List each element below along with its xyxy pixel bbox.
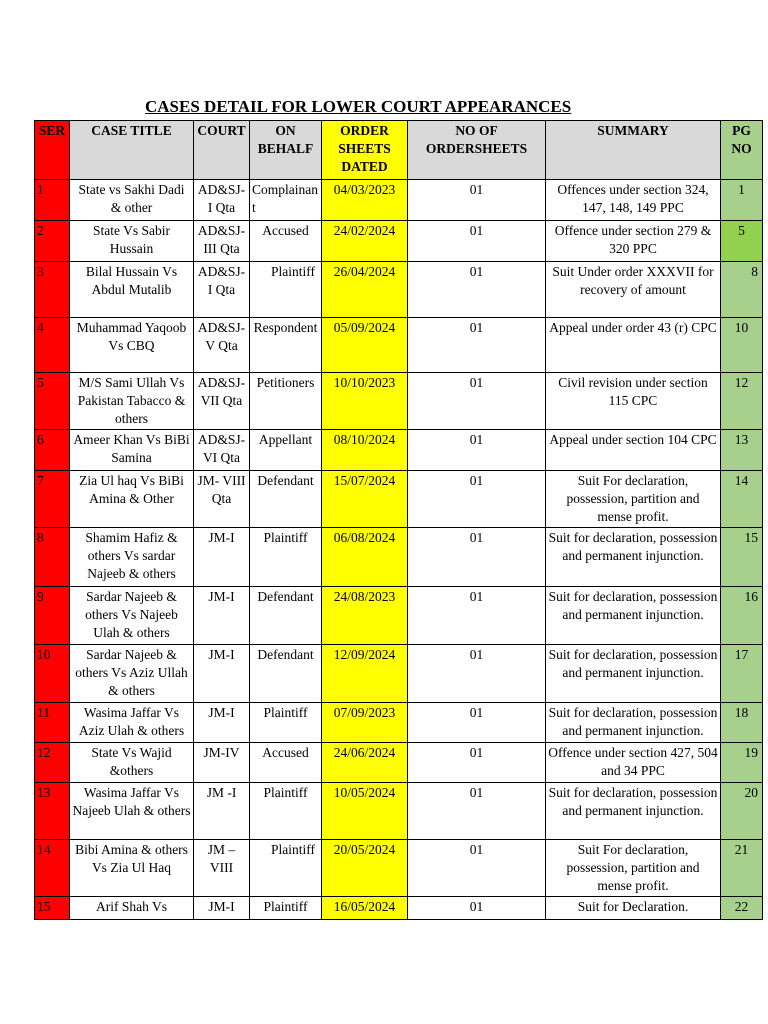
cell-page: 19 bbox=[721, 743, 763, 783]
cell-ser: 9 bbox=[35, 587, 70, 645]
cell-date: 16/05/2024 bbox=[322, 897, 408, 920]
cell-summary: Suit for declaration, possession and permanent injunction. bbox=[546, 645, 721, 703]
cell-on-behalf: Accused bbox=[250, 221, 322, 262]
cell-count: 01 bbox=[408, 703, 546, 743]
cell-case-title: Wasima Jaffar Vs Aziz Ulah & others bbox=[70, 703, 194, 743]
cell-date: 12/09/2024 bbox=[322, 645, 408, 703]
cell-ser: 13 bbox=[35, 783, 70, 840]
cell-ser: 7 bbox=[35, 471, 70, 528]
cell-on-behalf: Defendant bbox=[250, 645, 322, 703]
cell-on-behalf: Accused bbox=[250, 743, 322, 783]
table-row bbox=[35, 180, 763, 221]
cell-on-behalf: Appellant bbox=[250, 430, 322, 471]
cell-summary: Civil revision under section 115 CPC bbox=[546, 373, 721, 430]
cell-page: 22 bbox=[721, 897, 763, 920]
cell-summary: Appeal under section 104 CPC bbox=[546, 430, 721, 471]
cell-ser: 1 bbox=[35, 180, 70, 221]
header-case-title: CASE TITLE bbox=[70, 121, 194, 180]
cell-date: 26/04/2024 bbox=[322, 262, 408, 318]
cell-ser: 14 bbox=[35, 840, 70, 897]
cell-case-title: Bibi Amina & others Vs Zia Ul Haq bbox=[70, 840, 194, 897]
cell-ser: 4 bbox=[35, 318, 70, 373]
cell-court: JM -I bbox=[194, 783, 250, 840]
cell-case-title: State vs Sakhi Dadi & other bbox=[70, 180, 194, 221]
cell-count: 01 bbox=[408, 318, 546, 373]
cell-page: 5 bbox=[721, 221, 763, 262]
cell-summary: Offence under section 427, 504 and 34 PPC bbox=[546, 743, 721, 783]
cell-page: 17 bbox=[721, 645, 763, 703]
cell-court: JM-IV bbox=[194, 743, 250, 783]
cell-summary: Suit For declaration, possession, partition and mense profit. bbox=[546, 471, 721, 528]
cell-on-behalf: Defendant bbox=[250, 471, 322, 528]
cell-case-title: Bilal Hussain Vs Abdul Mutalib bbox=[70, 262, 194, 318]
cell-on-behalf: Plaintiff bbox=[250, 840, 322, 897]
cell-summary: Suit Under order XXXVII for recovery of amount bbox=[546, 262, 721, 318]
cell-page: 21 bbox=[721, 840, 763, 897]
header-summary: SUMMARY bbox=[546, 121, 721, 180]
cell-summary: Suit for Declaration. bbox=[546, 897, 721, 920]
cell-ser: 10 bbox=[35, 645, 70, 703]
cell-case-title: Arif Shah Vs bbox=[70, 897, 194, 920]
cell-page: 20 bbox=[721, 783, 763, 840]
cell-court: AD&SJ-VII Qta bbox=[194, 373, 250, 430]
cell-date: 04/03/2023 bbox=[322, 180, 408, 221]
cell-count: 01 bbox=[408, 840, 546, 897]
cell-ser: 5 bbox=[35, 373, 70, 430]
cell-case-title: Shamim Hafiz & others Vs sardar Najeeb & others bbox=[70, 528, 194, 587]
cell-page: 13 bbox=[721, 430, 763, 471]
cell-on-behalf: Plaintiff bbox=[250, 783, 322, 840]
table-row bbox=[35, 318, 763, 373]
cell-court: JM-I bbox=[194, 897, 250, 920]
cell-case-title: Muhammad Yaqoob Vs CBQ bbox=[70, 318, 194, 373]
table-row bbox=[35, 262, 763, 318]
cell-court: AD&SJ-I Qta bbox=[194, 262, 250, 318]
cell-count: 01 bbox=[408, 471, 546, 528]
cell-case-title: Sardar Najeeb & others Vs Aziz Ullah & others bbox=[70, 645, 194, 703]
cell-summary: Suit for declaration, possession and permanent injunction. bbox=[546, 783, 721, 840]
cell-summary: Offence under section 279 & 320 PPC bbox=[546, 221, 721, 262]
cell-page: 18 bbox=[721, 703, 763, 743]
cell-count: 01 bbox=[408, 373, 546, 430]
cell-summary: Suit For declaration, possession, partition and mense profit. bbox=[546, 840, 721, 897]
table-row bbox=[35, 703, 763, 743]
cases-table bbox=[34, 120, 763, 920]
table-row bbox=[35, 587, 763, 645]
table-header-row bbox=[35, 121, 763, 180]
cell-summary: Suit for declaration, possession and permanent injunction. bbox=[546, 528, 721, 587]
header-ser: SER bbox=[35, 121, 70, 180]
cell-on-behalf: Petitioners bbox=[250, 373, 322, 430]
table-row bbox=[35, 373, 763, 430]
cell-count: 01 bbox=[408, 262, 546, 318]
cell-case-title: Sardar Najeeb & others Vs Najeeb Ulah & others bbox=[70, 587, 194, 645]
cell-date: 24/06/2024 bbox=[322, 743, 408, 783]
table-row bbox=[35, 430, 763, 471]
table-row bbox=[35, 897, 763, 920]
cell-on-behalf: Complainant bbox=[250, 180, 322, 221]
cell-court: JM – VIII bbox=[194, 840, 250, 897]
cell-court: JM-I bbox=[194, 587, 250, 645]
cell-count: 01 bbox=[408, 180, 546, 221]
cell-court: JM-I bbox=[194, 703, 250, 743]
cell-date: 07/09/2023 bbox=[322, 703, 408, 743]
page-title: CASES DETAIL FOR LOWER COURT APPEARANCES bbox=[145, 97, 572, 116]
header-pg-no: PG NO bbox=[721, 121, 763, 180]
cell-count: 01 bbox=[408, 587, 546, 645]
cell-date: 20/05/2024 bbox=[322, 840, 408, 897]
cell-on-behalf: Respondent bbox=[250, 318, 322, 373]
cell-court: AD&SJ-V Qta bbox=[194, 318, 250, 373]
cell-ser: 12 bbox=[35, 743, 70, 783]
cell-on-behalf: Plaintiff bbox=[250, 703, 322, 743]
cell-court: JM-I bbox=[194, 528, 250, 587]
cell-case-title: Ameer Khan Vs BiBi Samina bbox=[70, 430, 194, 471]
header-court: COURT bbox=[194, 121, 250, 180]
cell-ser: 3 bbox=[35, 262, 70, 318]
cell-date: 08/10/2024 bbox=[322, 430, 408, 471]
table-row bbox=[35, 743, 763, 783]
cell-case-title: M/S Sami Ullah Vs Pakistan Tabacco & others bbox=[70, 373, 194, 430]
cell-court: AD&SJ-VI Qta bbox=[194, 430, 250, 471]
cell-court: JM- VIII Qta bbox=[194, 471, 250, 528]
cell-case-title: Wasima Jaffar Vs Najeeb Ulah & others bbox=[70, 783, 194, 840]
cell-on-behalf: Plaintiff bbox=[250, 897, 322, 920]
cell-page: 15 bbox=[721, 528, 763, 587]
cell-court: JM-I bbox=[194, 645, 250, 703]
cell-page: 14 bbox=[721, 471, 763, 528]
cell-on-behalf: Plaintiff bbox=[250, 528, 322, 587]
cell-page: 10 bbox=[721, 318, 763, 373]
cell-date: 24/08/2023 bbox=[322, 587, 408, 645]
cell-case-title: State Vs Sabir Hussain bbox=[70, 221, 194, 262]
cell-court: AD&SJ-I Qta bbox=[194, 180, 250, 221]
cell-date: 06/08/2024 bbox=[322, 528, 408, 587]
cell-summary: Appeal under order 43 (r) CPC bbox=[546, 318, 721, 373]
cell-court: AD&SJ-III Qta bbox=[194, 221, 250, 262]
cell-on-behalf: Defendant bbox=[250, 587, 322, 645]
cell-date: 24/02/2024 bbox=[322, 221, 408, 262]
table-row bbox=[35, 221, 763, 262]
cell-ser: 8 bbox=[35, 528, 70, 587]
cell-case-title: Zia Ul haq Vs BiBi Amina & Other bbox=[70, 471, 194, 528]
header-on-behalf: ON BEHALF bbox=[250, 121, 322, 180]
cell-summary: Suit for declaration, possession and permanent injunction. bbox=[546, 703, 721, 743]
cell-count: 01 bbox=[408, 743, 546, 783]
table-row bbox=[35, 840, 763, 897]
header-no-of-ordersheets: NO OF ORDERSHEETS bbox=[408, 121, 546, 180]
cell-ser: 15 bbox=[35, 897, 70, 920]
cell-page: 1 bbox=[721, 180, 763, 221]
table-row bbox=[35, 471, 763, 528]
cell-count: 01 bbox=[408, 528, 546, 587]
cell-date: 10/05/2024 bbox=[322, 783, 408, 840]
cell-case-title: State Vs Wajid &others bbox=[70, 743, 194, 783]
cell-count: 01 bbox=[408, 897, 546, 920]
cell-count: 01 bbox=[408, 645, 546, 703]
cell-summary: Suit for declaration, possession and permanent injunction. bbox=[546, 587, 721, 645]
table-row bbox=[35, 645, 763, 703]
cell-ser: 6 bbox=[35, 430, 70, 471]
cell-date: 15/07/2024 bbox=[322, 471, 408, 528]
cell-page: 16 bbox=[721, 587, 763, 645]
cell-page: 12 bbox=[721, 373, 763, 430]
cell-count: 01 bbox=[408, 783, 546, 840]
cell-count: 01 bbox=[408, 221, 546, 262]
cell-page: 8 bbox=[721, 262, 763, 318]
cell-date: 10/10/2023 bbox=[322, 373, 408, 430]
cell-ser: 11 bbox=[35, 703, 70, 743]
cell-ser: 2 bbox=[35, 221, 70, 262]
table-row bbox=[35, 783, 763, 840]
cell-on-behalf: Plaintiff bbox=[250, 262, 322, 318]
header-order-sheets-dated: ORDER SHEETS DATED bbox=[322, 121, 408, 180]
table-row bbox=[35, 528, 763, 587]
cell-count: 01 bbox=[408, 430, 546, 471]
cell-date: 05/09/2024 bbox=[322, 318, 408, 373]
cell-summary: Offences under section 324, 147, 148, 149 PPC bbox=[546, 180, 721, 221]
